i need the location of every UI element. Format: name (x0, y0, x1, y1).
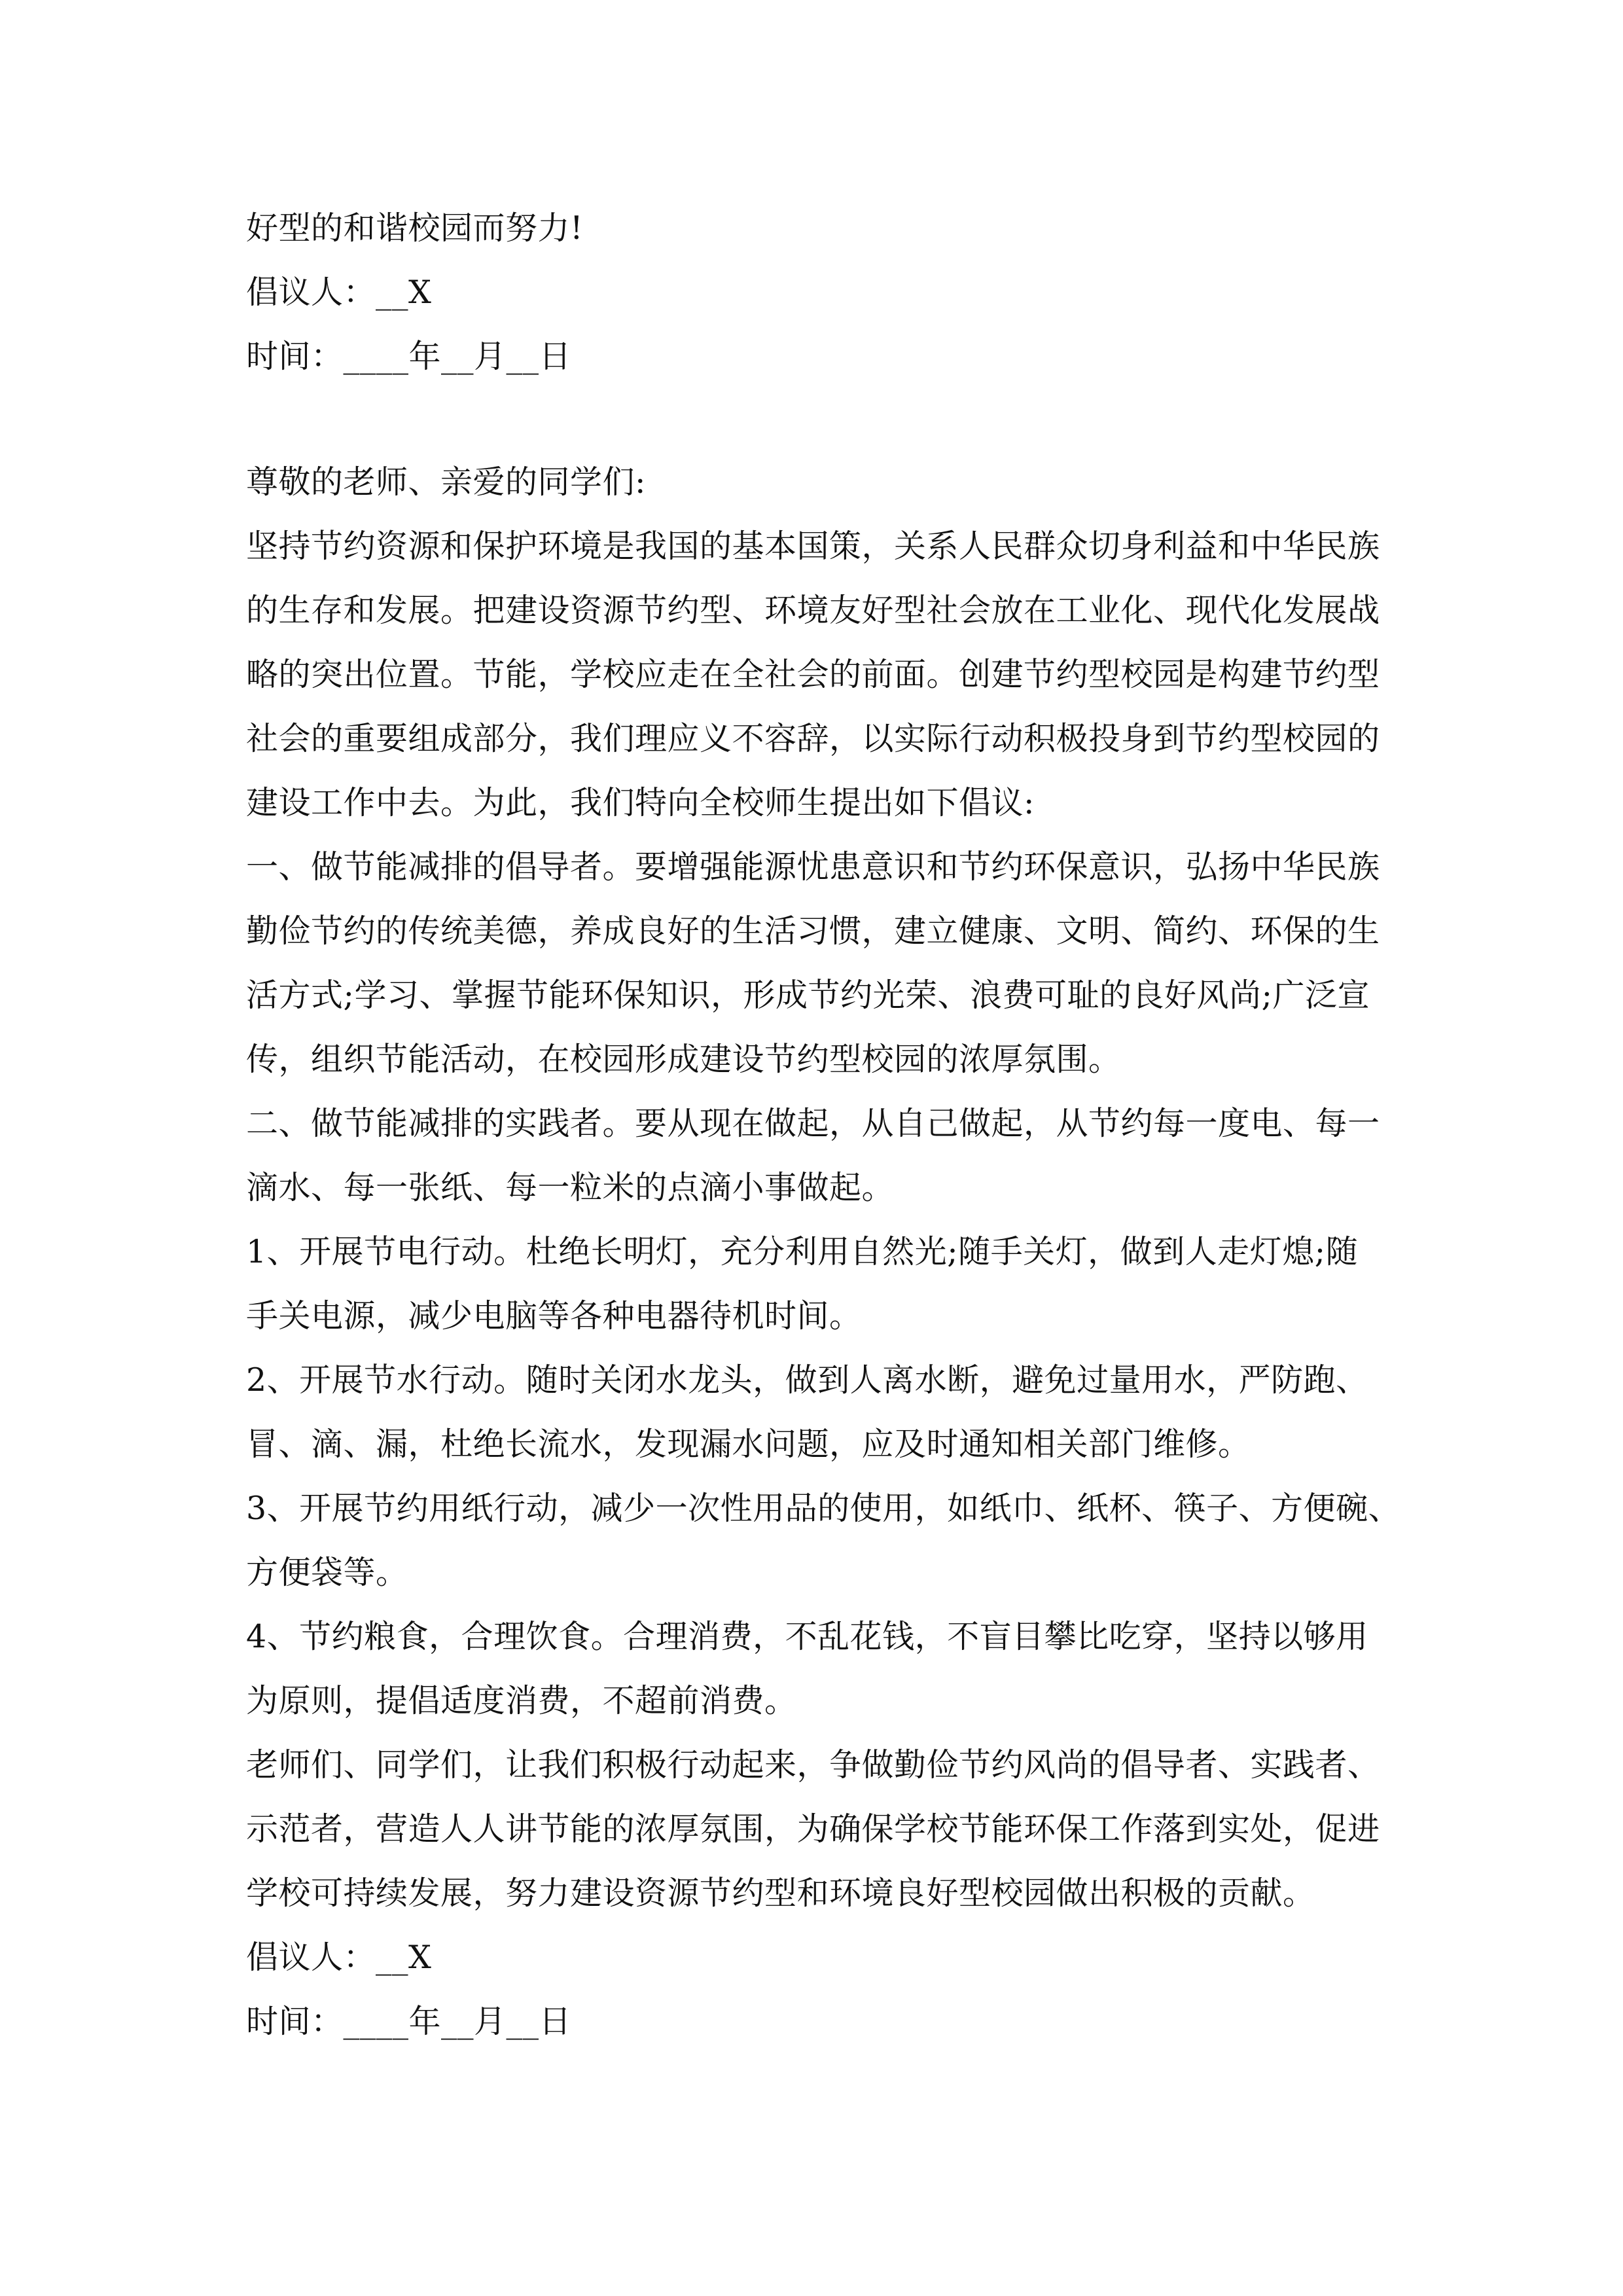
body-line: 传，组织节能活动，在校园形成建设节约型校园的浓厚氛围。 (246, 1041, 1121, 1078)
body-line: 示范者，营造人人讲节能的浓厚氛围，为确保学校节能环保工作落到实处，促进 (246, 1810, 1380, 1848)
body-line: 手关电源，减少电脑等各种电器待机时间。 (246, 1297, 862, 1335)
date-line: 时间：____年__月__日 (246, 338, 572, 375)
body-line: 冒、滴、漏，杜绝长流水，发现漏水问题，应及时通知相关部门维修。 (246, 1426, 1251, 1463)
top-section (246, 196, 1398, 389)
body-line: 的生存和发展。把建设资源节约型、环境友好型社会放在工业化、现代化发展战 (246, 592, 1380, 629)
body-line: 老师们、同学们，让我们积极行动起来，争做勤俭节约风尚的倡导者、实践者、 (246, 1746, 1380, 1784)
body-line: 方便袋等。 (246, 1554, 408, 1591)
main-section (246, 450, 1401, 2054)
body-line: 3、开展节约用纸行动，减少一次性用品的使用，如纸巾、纸杯、筷子、方便碗、 (246, 1490, 1401, 1527)
body-line: 社会的重要组成部分，我们理应义不容辞，以实际行动积极投身到节约型校园的 (246, 720, 1380, 757)
body-line: 4、节约粮食，合理饮食。合理消费，不乱花钱，不盲目攀比吃穿，坚持以够用 (246, 1618, 1368, 1655)
body-line: 2、开展节水行动。随时关闭水龙头，做到人离水断，避免过量用水，严防跑、 (246, 1361, 1368, 1399)
closing-line: 好型的和谐校园而努力! (246, 209, 584, 247)
body-line: 二、做节能减排的实践者。要从现在做起，从自己做起，从节约每一度电、每一 (246, 1105, 1380, 1142)
body-line: 为原则，提倡适度消费，不超前消费。 (246, 1682, 797, 1719)
body-line: 坚持节约资源和保护环境是我国的基本国策，关系人民群众切身利益和中华民族 (246, 528, 1380, 565)
body-line: 略的突出位置。节能，学校应走在全社会的前面。创建节约型校园是构建节约型 (246, 656, 1380, 693)
salutation: 尊敬的老师、亲爱的同学们: (246, 463, 647, 501)
proposer-line: 倡议人：__X (246, 1939, 432, 1976)
body-line: 1、开展节电行动。杜绝长明灯，充分利用自然光;随手关灯，做到人走灯熄;随 (246, 1233, 1359, 1270)
body-line: 活方式;学习、掌握节能环保知识，形成节约光荣、浪费可耻的良好风尚;广泛宣 (246, 977, 1370, 1014)
date-line: 时间：____年__月__日 (246, 2003, 572, 2040)
proposer-line: 倡议人：__X (246, 274, 432, 311)
body-line: 一、做节能减排的倡导者。要增强能源忧患意识和节约环保意识，弘扬中华民族 (246, 848, 1380, 886)
body-line: 勤俭节约的传统美德，养成良好的生活习惯，建立健康、文明、简约、环保的生 (246, 912, 1380, 950)
body-line: 建设工作中去。为此，我们特向全校师生提出如下倡议: (246, 784, 1035, 821)
body-line: 滴水、每一张纸、每一粒米的点滴小事做起。 (246, 1169, 895, 1206)
body-line: 学校可持续发展，努力建设资源节约型和环境良好型校园做出积极的贡献。 (246, 1874, 1315, 1912)
